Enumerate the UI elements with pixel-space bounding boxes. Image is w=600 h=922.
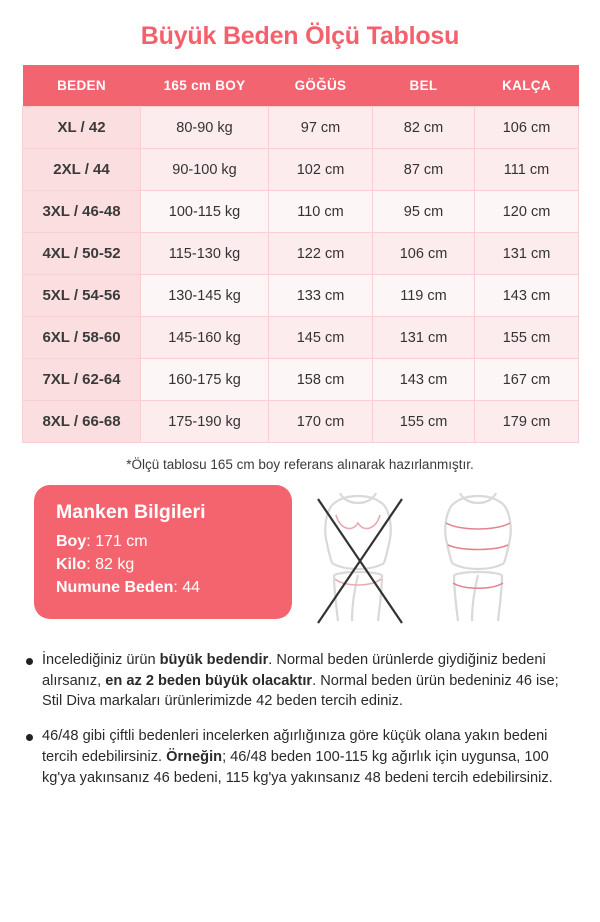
column-header-bel: BEL: [373, 65, 475, 107]
cell-kalca: 155 cm: [475, 317, 579, 359]
cell-boy: 90-100 kg: [141, 149, 269, 191]
cell-bel: 119 cm: [373, 275, 475, 317]
cell-kalca: 131 cm: [475, 233, 579, 275]
cell-gogus: 145 cm: [269, 317, 373, 359]
column-header-gogus: GÖĞÜS: [269, 65, 373, 107]
table-row: [23, 191, 579, 233]
cell-kalca: 167 cm: [475, 359, 579, 401]
model-info-value-numune: 44: [182, 579, 201, 596]
cell-gogus: 110 cm: [269, 191, 373, 233]
cell-beden: 8XL / 66-68: [23, 401, 141, 443]
cell-beden: 6XL / 58-60: [23, 317, 141, 359]
cell-boy: 100-115 kg: [141, 191, 269, 233]
column-header-kalca: KALÇA: [475, 65, 579, 107]
cell-beden: 5XL / 54-56: [23, 275, 141, 317]
page-title: Büyük Beden Ölçü Tablosu: [140, 22, 460, 50]
cell-kalca: 106 cm: [475, 107, 579, 149]
cell-gogus: 158 cm: [269, 359, 373, 401]
model-info-value-kilo: 82 kg: [95, 556, 135, 573]
table-row: [23, 401, 579, 443]
cell-boy: 130-145 kg: [141, 275, 269, 317]
table-row: [23, 233, 579, 275]
cell-bel: 143 cm: [373, 359, 475, 401]
waist-measure-line: [448, 545, 508, 550]
table-row: [23, 359, 579, 401]
model-info-row-kilo: [56, 556, 272, 574]
bullet-seg: İncelediğiniz ürün: [42, 652, 160, 668]
model-info-card: [34, 485, 292, 619]
cell-kalca: 179 cm: [475, 401, 579, 443]
model-info-sep: :: [173, 579, 183, 596]
model-info-section: [22, 485, 578, 632]
model-info-row-numune: [56, 579, 272, 597]
model-info-heading: Manken Bilgileri: [56, 501, 206, 523]
size-guide-page: [0, 22, 600, 922]
list-item: [26, 650, 578, 712]
bullet-seg: 46/48 gibi çiftli bedenleri incelerken ağırlığınıza göre küçük olana yakın bedeni tercih edebilirsiniz.: [42, 728, 548, 765]
cell-boy: 145-160 kg: [141, 317, 269, 359]
model-info-sep: :: [86, 533, 96, 550]
figure-illustrations: [310, 487, 560, 632]
model-info-sep: :: [86, 556, 96, 573]
table-header-row: [23, 65, 579, 107]
cell-beden: 2XL / 44: [23, 149, 141, 191]
bullet-seg-strong: büyük bedendir: [159, 652, 269, 668]
cell-kalca: 143 cm: [475, 275, 579, 317]
guidance-bullet-list: [22, 650, 578, 788]
column-header-beden: BEDEN: [23, 65, 141, 107]
bullet-seg-strong: en az 2 beden büyük olacaktır: [105, 672, 313, 689]
bullet-seg: . Normal beden ürün bedeniniz 46 ise; Stil Diva markaları ürünlerimizde 42 beden tercih ediniz.: [42, 672, 559, 710]
bullet-seg: . Normal beden ürünlerde giydiğiniz bedeni alırsanız,: [42, 652, 546, 689]
cell-bel: 82 cm: [373, 107, 475, 149]
cell-gogus: 102 cm: [269, 149, 373, 191]
column-header-boy: 165 cm BOY: [141, 65, 269, 107]
cell-boy: 160-175 kg: [141, 359, 269, 401]
bra-outline-wrong: [336, 515, 380, 529]
cell-kalca: 111 cm: [475, 149, 579, 191]
table-footnote: *Ölçü tablosu 165 cm boy referans alınarak hazırlanmıştır.: [126, 457, 474, 472]
table-row: [23, 317, 579, 359]
table-row: [23, 149, 579, 191]
cell-bel: 131 cm: [373, 317, 475, 359]
list-item: [26, 726, 578, 788]
table-row: [23, 275, 579, 317]
bullet-text-2: [42, 726, 578, 788]
cell-bel: 155 cm: [373, 401, 475, 443]
hip-measure-line: [453, 583, 503, 588]
table-row: [23, 107, 579, 149]
cell-beden: 3XL / 46-48: [23, 191, 141, 233]
body-figures-svg: [310, 487, 560, 632]
cell-boy: 175-190 kg: [141, 401, 269, 443]
bust-measure-line: [446, 523, 510, 529]
cell-bel: 95 cm: [373, 191, 475, 233]
model-info-value-boy: 171 cm: [95, 533, 148, 550]
cell-beden: XL / 42: [23, 107, 141, 149]
bullet-dot-icon: [26, 658, 33, 665]
cell-boy: 115-130 kg: [141, 233, 269, 275]
model-info-label-kilo: Kilo: [56, 556, 87, 573]
cell-gogus: 97 cm: [269, 107, 373, 149]
cell-beden: 7XL / 62-64: [23, 359, 141, 401]
bullet-seg: ; 46/48 beden 100-115 kg ağırlık için uygunsa, 100 kg'ya yakınsanız 46 bedeni, 115 kg'ya yakınsanız 48 bedeni tercih edebilirsiniz.: [42, 748, 553, 786]
cell-beden: 4XL / 50-52: [23, 233, 141, 275]
cell-bel: 87 cm: [373, 149, 475, 191]
cell-kalca: 120 cm: [475, 191, 579, 233]
cell-gogus: 122 cm: [269, 233, 373, 275]
cell-gogus: 170 cm: [269, 401, 373, 443]
model-info-row-boy: [56, 533, 272, 551]
model-info-label-boy: Boy: [56, 533, 87, 550]
model-info-label-numune: Numune Beden: [56, 579, 174, 596]
cell-boy: 80-90 kg: [141, 107, 269, 149]
cell-bel: 106 cm: [373, 233, 475, 275]
bullet-dot-icon: [26, 734, 33, 741]
bullet-seg-strong: Örneğin: [166, 748, 223, 765]
bullet-text-1: [42, 650, 578, 712]
measurement-figure-icon: [445, 493, 511, 621]
size-chart-table: [22, 65, 579, 443]
cell-gogus: 133 cm: [269, 275, 373, 317]
